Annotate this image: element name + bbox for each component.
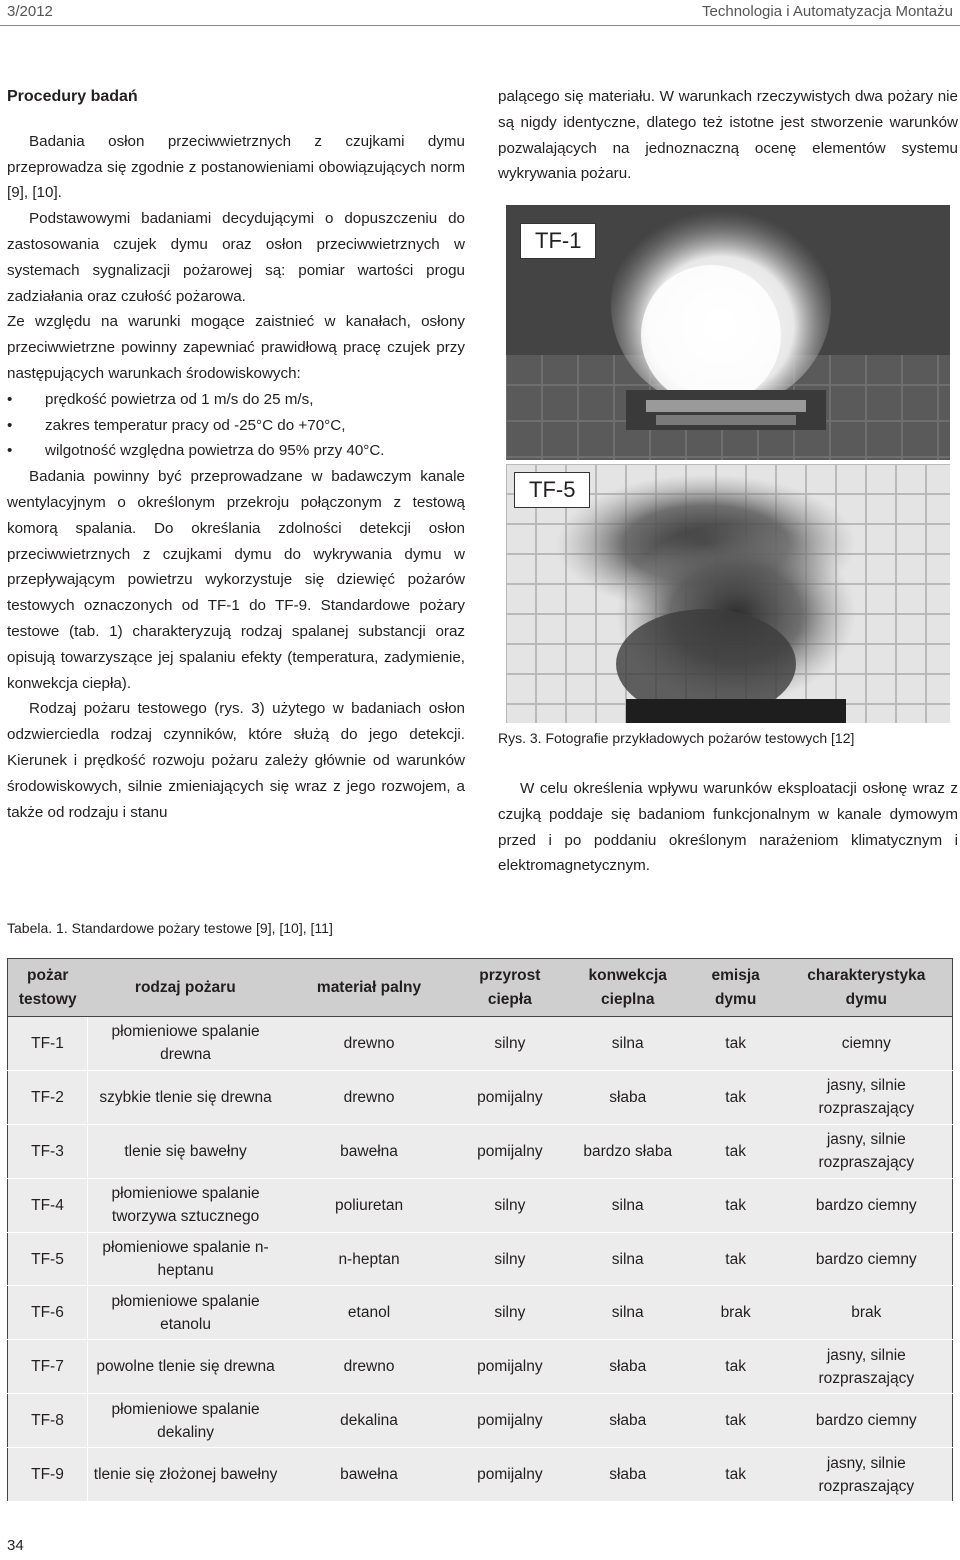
- table-cell: TF-5: [8, 1232, 88, 1286]
- table-cell: TF-2: [8, 1070, 88, 1124]
- table-cell: pomijalny: [455, 1340, 565, 1394]
- table-cell: tak: [691, 1340, 781, 1394]
- paragraph-2: Podstawowymi badaniami decydującymi o dopuszczeniu do zastosowania czujek dymu oraz osłon przeciwwietrznych w systemach sygnalizacji pożarowej są: pomiar wartości progu zadziałania oraz czułość pożarowa.: [7, 210, 465, 305]
- paragraph-functional-tests: W celu określenia wpływu warunków eksploatacji osłonę wraz z czujką poddaje się badaniom funkcjonalnym w kanale dymowym przed i po poddaniu określonym narażeniom klimatycznym i elektromagnetycznym.: [498, 780, 958, 875]
- table-cell: słaba: [565, 1070, 691, 1124]
- table-header-row: [8, 959, 953, 1017]
- table-cell: silna: [565, 1232, 691, 1286]
- table-cell: silna: [565, 1178, 691, 1232]
- photo-label-tf1: TF-1: [520, 223, 596, 259]
- table-cell: brak: [691, 1286, 781, 1340]
- left-column: [7, 84, 465, 825]
- list-item: • zakres temperatur pracy od -25°C do +70°C,: [7, 413, 465, 439]
- table-cell: słaba: [565, 1448, 691, 1502]
- conditions-list: [7, 387, 465, 464]
- paragraph-3: Ze względu na warunki mogące zaistnieć w kanałach, osłony przeciwwietrzne powinny zapewniać prawidłową pracę czujek przy następujących warunkach środowiskowych:: [7, 313, 465, 382]
- column-header: rodzaj pożaru: [87, 959, 283, 1017]
- table-cell: bardzo ciemny: [781, 1394, 953, 1448]
- table-cell: TF-3: [8, 1124, 88, 1178]
- paragraph-1: Badania osłon przeciwwietrznych z czujkami dymu przeprowadza się zgodnie z postanowieniami obowiązujących norm [9], [10].: [7, 132, 465, 202]
- figure-caption: Rys. 3. Fotografie przykładowych pożarów testowych [12]: [498, 730, 855, 746]
- table-cell: poliuretan: [283, 1178, 455, 1232]
- fire-tests-table: [7, 958, 953, 1502]
- table-cell: jasny, silnie rozpraszający: [781, 1340, 953, 1394]
- table-cell: jasny, silnie rozpraszający: [781, 1070, 953, 1124]
- table-cell: silna: [565, 1286, 691, 1340]
- column-header: emisja dymu: [691, 959, 781, 1017]
- photo-tf5: [506, 464, 950, 723]
- table-cell: silny: [455, 1232, 565, 1286]
- table-cell: bawełna: [283, 1448, 455, 1502]
- table-cell: tlenie się złożonej bawełny: [87, 1448, 283, 1502]
- table-cell: tak: [691, 1232, 781, 1286]
- table-row: [8, 1340, 953, 1394]
- table-cell: TF-1: [8, 1017, 88, 1071]
- paragraph-5: Rodzaj pożaru testowego (rys. 3) użytego w badaniach osłon odzwierciedla rodzaj czynników, które służą do jego detekcji. Kierunek i prędkość rozwoju pożaru zależy głównie od warunków środowiskowych, silnie zmieniających się wraz z jego rozwojem, a także od rodzaju i stanu: [7, 700, 465, 821]
- table-cell: bardzo ciemny: [781, 1178, 953, 1232]
- table-cell: tak: [691, 1448, 781, 1502]
- table-row: [8, 1448, 953, 1502]
- page-number: 34: [7, 1537, 24, 1554]
- table-cell: silny: [455, 1017, 565, 1071]
- table-cell: tak: [691, 1017, 781, 1071]
- column-header: konwekcja cieplna: [565, 959, 691, 1017]
- table-cell: pomijalny: [455, 1070, 565, 1124]
- table-cell: tak: [691, 1394, 781, 1448]
- table-cell: tak: [691, 1070, 781, 1124]
- table-cell: TF-8: [8, 1394, 88, 1448]
- column-header: przyrost ciepła: [455, 959, 565, 1017]
- table-row: [8, 1394, 953, 1448]
- column-header: pożar testowy: [8, 959, 88, 1017]
- paragraph-4: Badania powinny być przeprowadzane w badawczym kanale wentylacyjnym o określonym przekroju połączonym z testową komorą spalania. Do określania zdolności detekcji osłon przeciwwietrznych z czujkami dymu do wykrywania dymu w przepływającym powietrzu wykorzystuje się dziewięć pożarów testowych oznaczonych od TF-1 do TF-9. Standardowe pożary testowe (tab. 1) charakteryzują rodzaj spalanej substancji oraz opisują towarzyszące jej spalaniu efekty (temperatura, zadymienie, konwekcja ciepła).: [7, 468, 465, 692]
- table-cell: drewno: [283, 1070, 455, 1124]
- table-cell: szybkie tlenie się drewna: [87, 1070, 283, 1124]
- table-cell: pomijalny: [455, 1394, 565, 1448]
- section-title: Procedury badań: [7, 88, 138, 105]
- table-row: [8, 1124, 953, 1178]
- table-cell: pomijalny: [455, 1448, 565, 1502]
- table-row: [8, 1286, 953, 1340]
- table-cell: płomieniowe spalanie etanolu: [87, 1286, 283, 1340]
- table-cell: tak: [691, 1124, 781, 1178]
- table-cell: płomieniowe spalanie dekaliny: [87, 1394, 283, 1448]
- table-cell: jasny, silnie rozpraszający: [781, 1448, 953, 1502]
- table-cell: pomijalny: [455, 1124, 565, 1178]
- table-cell: TF-4: [8, 1178, 88, 1232]
- table-cell: tlenie się bawełny: [87, 1124, 283, 1178]
- list-item: • prędkość powietrza od 1 m/s do 25 m/s,: [7, 387, 465, 413]
- table-cell: dekalina: [283, 1394, 455, 1448]
- figure-fire-photos: [506, 205, 950, 723]
- table-cell: jasny, silnie rozpraszający: [781, 1124, 953, 1178]
- table-cell: silny: [455, 1178, 565, 1232]
- table-row: [8, 1178, 953, 1232]
- table-cell: płomieniowe spalanie tworzywa sztucznego: [87, 1178, 283, 1232]
- list-item: • wilgotność względna powietrza do 95% przy 40°C.: [7, 438, 465, 464]
- table-cell: TF-6: [8, 1286, 88, 1340]
- table-row: [8, 1232, 953, 1286]
- table-cell: bardzo ciemny: [781, 1232, 953, 1286]
- table-cell: TF-9: [8, 1448, 88, 1502]
- table-cell: n-heptan: [283, 1232, 455, 1286]
- photo-label-tf5: TF-5: [514, 472, 590, 508]
- table-cell: TF-7: [8, 1340, 88, 1394]
- table-cell: bardzo słaba: [565, 1124, 691, 1178]
- table-cell: płomieniowe spalanie n-heptanu: [87, 1232, 283, 1286]
- table-cell: płomieniowe spalanie drewna: [87, 1017, 283, 1071]
- table-cell: etanol: [283, 1286, 455, 1340]
- table-cell: drewno: [283, 1340, 455, 1394]
- column-header: charakterystyka dymu: [781, 959, 953, 1017]
- issue-number: 3/2012: [7, 3, 53, 20]
- table-cell: powolne tlenie się drewna: [87, 1340, 283, 1394]
- table-cell: bawełna: [283, 1124, 455, 1178]
- table-cell: brak: [781, 1286, 953, 1340]
- table-cell: ciemny: [781, 1017, 953, 1071]
- column-header: materiał palny: [283, 959, 455, 1017]
- table-cell: tak: [691, 1178, 781, 1232]
- right-column: [498, 84, 958, 187]
- journal-title: Technologia i Automatyzacja Montażu: [702, 3, 953, 20]
- right-column-lower: [498, 776, 958, 879]
- table-cell: słaba: [565, 1340, 691, 1394]
- table-cell: słaba: [565, 1394, 691, 1448]
- table-cell: silny: [455, 1286, 565, 1340]
- table-caption: Tabela. 1. Standardowe pożary testowe [9], [10], [11]: [7, 920, 333, 936]
- table-cell: silna: [565, 1017, 691, 1071]
- table-row: [8, 1070, 953, 1124]
- table-cell: drewno: [283, 1017, 455, 1071]
- paragraph-continuation: palącego się materiału. W warunkach rzeczywistych dwa pożary nie są nigdy identyczne, dlatego też istotne jest stworzenie warunków pozwalających na jednoznaczną ocenę elementów systemu wykrywania pożaru.: [498, 88, 958, 183]
- running-header: [0, 0, 960, 26]
- photo-tf1: [506, 205, 950, 460]
- table-row: [8, 1017, 953, 1071]
